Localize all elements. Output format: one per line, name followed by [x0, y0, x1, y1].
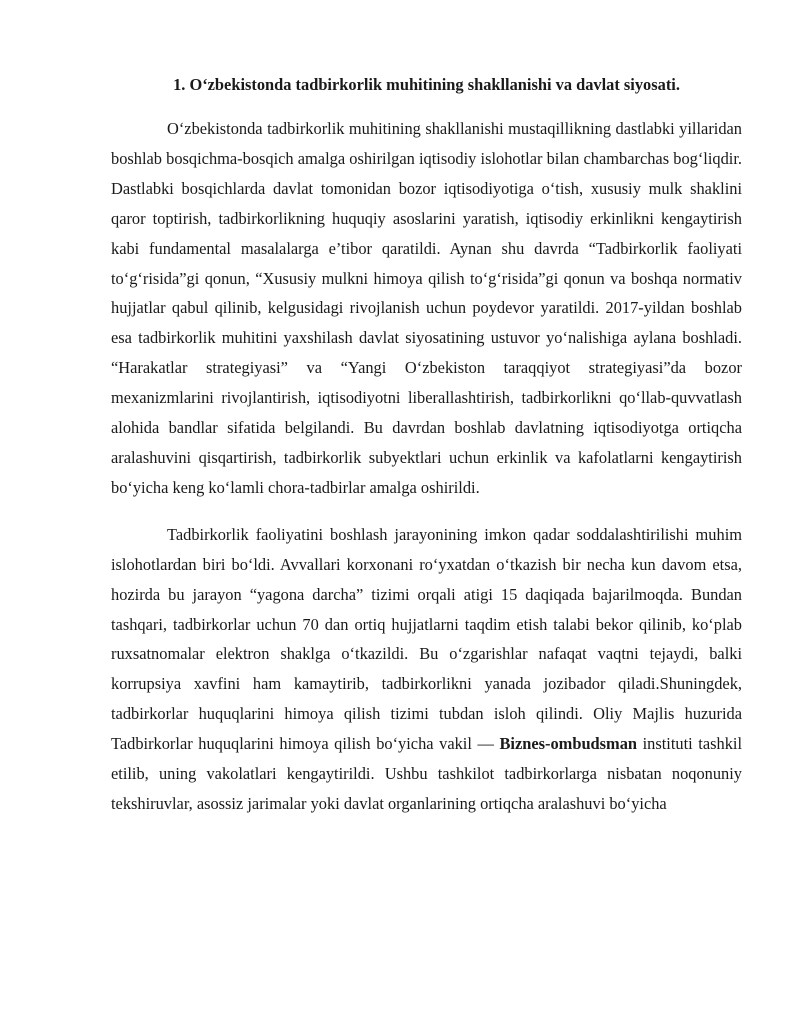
document-page	[111, 70, 742, 819]
biznes-ombudsman-term: Biznes-ombudsman	[499, 734, 638, 754]
section-heading: 1. O‘zbekistonda tadbirkorlik muhitining shakllanishi va davlat siyosati.	[173, 75, 680, 94]
paragraph-2-text-end: instituti tashkil etilib, uning vakolatlari kengaytirildi. Ushbu tashkilot tadbirkorlarga nisbatan noqonuniy tekshiruvlar, asossiz jarimalar yoki davlat organlarining ortiqcha aralashuvi bo‘yicha	[111, 734, 742, 813]
paragraph-1: O‘zbekistonda tadbirkorlik muhitining shakllanishi mustaqillikning dastlabki yillaridan boshlab bosqichma-bosqich amalga oshirilgan iqtisodiy islohotlar bilan chambarchas bog‘liqdir. Dastlabki bosqichlarda davlat tomonidan bozor iqtisodiyotiga o‘tish, xususiy mulk shaklini qaror toptirish, tadbirkorlikning huquqiy asoslarini yaratish, iqtisodiy erkinlikni kengaytirish kabi fundamental masalalarga e’tibor qaratildi. Aynan shu davrda “Tadbirkorlik faoliyati to‘g‘risida”gi qonun, “Xususiy mulkni himoya qilish to‘g‘risida”gi qonun va boshqa normativ hujjatlar qabul qilinib, kelgusidagi rivojlanish uchun poydevor yaratildi. 2017-yildan boshlab esa tadbirkorlik muhitini yaxshilash davlat siyosatining ustuvor yo‘nalishiga aylana boshladi. “Harakatlar strategiyasi” va “Yangi O‘zbekiston taraqqiyot strategiyasi”da bozor mexanizmlarini rivojlantirish, iqtisodiyotni liberallashtirish, tadbirkorlikni qo‘llab-quvvatlash alohida bandlar sifatida belgilandi. Bu davrdan boshlab davlatning iqtisodiyotga ortiqcha aralashuvini qisqartirish, tadbirkorlik subyektlari uchun erkinlik va kafolatlarni kengaytirish bo‘yicha keng ko‘lamli chora-tadbirlar amalga oshirildi.	[111, 119, 742, 497]
paragraph-2	[111, 520, 742, 819]
paragraph-2-text-start: Tadbirkorlik faoliyatini boshlash jarayonining imkon qadar soddalashtirilishi muhim islohotlardan biri bo‘ldi. Avvallari korxonani ro‘yxatdan o‘tkazish bir necha kun davom etsa, hozirda bu jarayon “yagona darcha” tizimi orqali atigi 15 daqiqada bajarilmoqda. Bundan tashqari, tadbirkorlar uchun 70 dan ortiq hujjatlarni taqdim etish talabi bekor qilinib, ko‘plab ruxsatnomalar elektron shaklga o‘tkazildi. Bu o‘zgarishlar nafaqat vaqtni tejaydi, balki korrupsiya xavfini ham kamaytirib, tadbirkorlikni yanada jozibador qiladi.Shuningdek, tadbirkorlar huquqlarini himoya qilish tizimi tubdan isloh qilindi. Oliy Majlis huzurida Tadbirkorlar huquqlarini himoya qilish bo‘yicha vakil —	[111, 524, 742, 754]
